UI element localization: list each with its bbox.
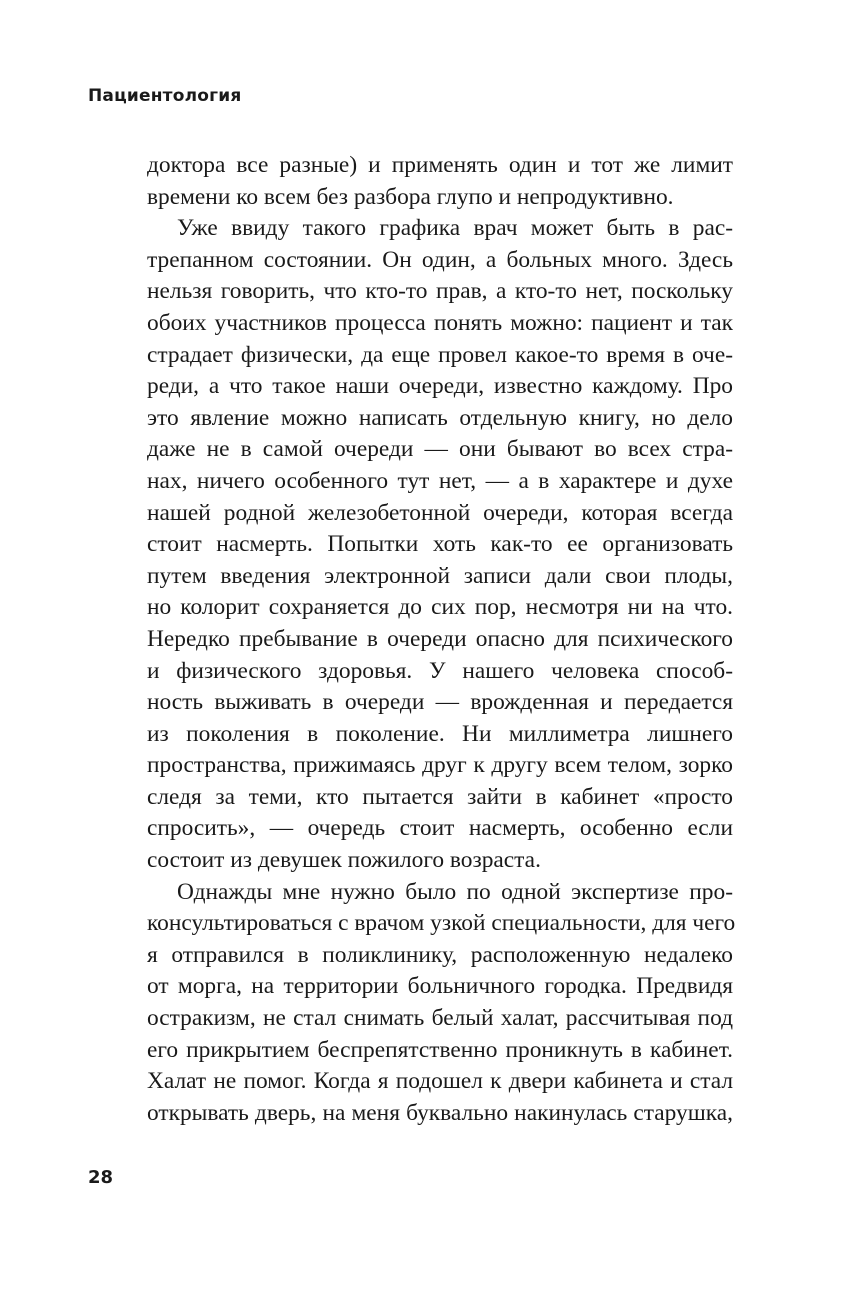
text-line: это явление можно написать отдельную книгу, но дело (147, 404, 733, 431)
text-line: его прикрытием беспрепятственно проникнуть в кабинет. (147, 1036, 733, 1063)
text-line: времени ко всем без разбора глупо и непродуктивно. (147, 183, 674, 210)
text-line: стоит насмерть. Попытки хоть как-то ее организовать (147, 531, 733, 558)
text-line: нельзя говорить, что кто-то прав, а кто-то нет, поскольку (147, 278, 733, 305)
text-line: от морга, на территории больничного городка. Предвидя (147, 973, 733, 1000)
text-line: ность выживать в очереди — врожденная и передается (147, 689, 733, 716)
text-line: я отправился в поликлинику, расположенную недалеко (147, 941, 733, 968)
text-line: доктора все разные) и применять один и тот же лимит (147, 152, 733, 178)
text-line: Уже ввиду такого графика врач может быть в рас- (177, 215, 733, 242)
text-line: консультироваться с врачом узкой специальности, для чего (147, 910, 736, 937)
text-line: пространства, прижимаясь друг к другу всем телом, зорко (147, 752, 733, 779)
text-line: состоит из девушек пожилого возраста. (147, 847, 541, 874)
text-line: Однажды мне нужно было по одной экспертизе про- (177, 878, 733, 905)
text-line: нах, ничего особенного тут нет, — а в характере и духе (147, 467, 733, 494)
text-line: путем введения электронной записи дали свои плоды, (147, 562, 733, 589)
text-line: Нередко пребывание в очереди опасно для психического (147, 625, 733, 652)
text-line: но колорит сохраняется до сих пор, несмотря ни на что. (147, 594, 733, 621)
text-line: спросить», — очередь стоит насмерть, особенно если (147, 815, 733, 842)
text-line: реди, а что такое наши очереди, известно каждому. Про (147, 373, 733, 400)
text-line: даже не в самой очереди — они бывают во всех стра- (147, 436, 733, 463)
text-line: обоих участников процесса понять можно: пациент и так (147, 309, 733, 336)
text-line: нашей родной железобетонной очереди, которая всегда (147, 499, 733, 526)
running-head: Пациентология (88, 86, 242, 106)
body-text (147, 150, 736, 1129)
text-line: открывать дверь, на меня буквально накинулась старушка, (147, 1099, 733, 1126)
text-line: страдает физически, да еще провел какое-то время в оче- (147, 341, 733, 368)
text-line: и физического здоровья. У нашего человека способ- (147, 657, 733, 684)
page-number: 28 (88, 1167, 114, 1188)
text-line: следя за теми, кто пытается зайти в кабинет «просто (147, 783, 733, 810)
text-line: из поколения в поколение. Ни миллиметра лишнего (147, 720, 733, 747)
text-line: остракизм, не стал снимать белый халат, рассчитывая под (147, 1005, 733, 1032)
text-line: трепанном состоянии. Он один, а больных много. Здесь (147, 246, 733, 273)
text-line: Халат не помог. Когда я подошел к двери кабинета и стал (147, 1068, 733, 1095)
